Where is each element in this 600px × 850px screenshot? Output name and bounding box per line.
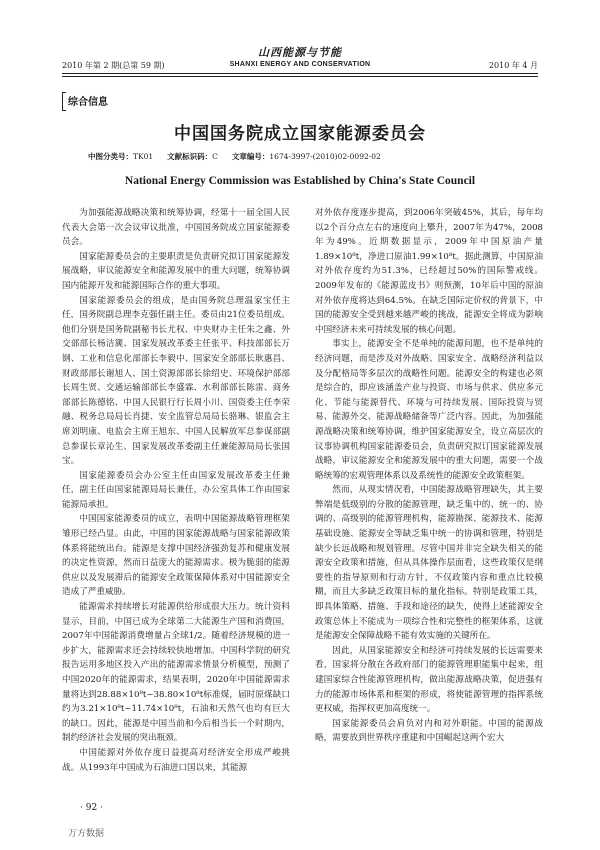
article-no-label: 文章编号： xyxy=(231,152,270,161)
paragraph: 中国能源对外依存度日益提高对经济安全形成严峻挑战。从1993年中国成为石油进口国以来，其能源 xyxy=(62,747,290,773)
article-title-cn: 中国国务院成立国家能源委员会 xyxy=(174,124,426,144)
class-value: TK01 xyxy=(133,152,154,161)
paragraph: 国家能源委员会办公室主任由国家发展改革委主任兼任，副主任由国家能源局局长兼任，办公室具体工作由国家能源局承担。 xyxy=(62,470,290,510)
header-rule xyxy=(62,73,538,74)
paragraph: 然而，从现实情况看，中国能源战略管理缺失，其主要弊端是低级别的分散的能源管理，缺乏集中的、统一的、协调的、高级别的能源管理机构，能源勘探、能源技术、能源基础设施、能源安全等缺乏集中统一的协调和管理，特别是缺少长远战略和规划管理。尽管中国并非完全缺失相关的能源安全政策和措施，但从具体操作层面看，这些政策仅是纲要性的指导原则和行动方针，不仅政策内容和重点比较模糊，而且大多缺乏政策目标的量化指标。特别是政策工具，即具体策略、措施、手段和途径的缺失，使得上述能源安全政策总体上不能成为一项综合性和完整性的框架体系，这就是能源安全保障战略不能有效实施的关键所在。 xyxy=(315,485,543,642)
paragraph: 对外依存度逐步提高，到2006年突破45%，其后，每年均以2个百分点左右的速度向上攀升，2007年为47%，2008年为49%。近期数据显示，2009年中国原油产量1.89×10⁸t，净进口原油1.99×10⁸t。据此测算，中国原油对外依存度约为51.3%，已经超过50%的国际警戒线。2009年发布的《能源蓝皮书》则预测，10年后中国的原油对外依存度将达到64.5%。在缺乏国际定价权的背景下，中国的能源安全受到越来越严峻的挑战，能源安全将成为影响中国经济未来可持续发展的核心问题。 xyxy=(315,208,543,335)
article-title-en: National Energy Commission was Established by China's State Council xyxy=(124,175,476,187)
paragraph: 为加强能源战略决策和统筹协调，经第十一届全国人民代表大会第一次会议审议批准，中国国务院成立国家能源委员会。 xyxy=(62,208,290,248)
paragraph: 国家能源委员会肩负对内和对外职能。中国的能源战略，需要放到世界秩序重建和中国崛起这两个宏大 xyxy=(315,718,543,744)
doc-code-value: C xyxy=(212,152,218,161)
left-column xyxy=(62,206,290,775)
issue-date: 2010 年 4 月 xyxy=(488,61,538,70)
article-metadata xyxy=(88,151,381,162)
paragraph: 因此，从国家能源安全和经济可持续发展的长远需要来看，国家将分散在各政府部门的能源管理职能集中起来，组建国家综合性能源管理机构，做出能源战略决策，促进强有力的能源市场体系和框架的形成，将使能源管理的指挥系统更权威，指挥权更加高度统一。 xyxy=(315,645,543,715)
journal-title-cn: 山西能源与节能 xyxy=(258,46,342,59)
section-tag: 综合信息 xyxy=(62,92,112,109)
paragraph: 国家能源委员会的组成，是由国务院总理温家宝任主任，国务院副总理李克强任副主任。委员由21位委员组成。他们分别是国务院副秘书长尤权、中央财办主任朱之鑫、外交部部长杨洁篪、国家发展改革委主任张平、科技部部长万钢、工业和信息化部部长李毅中、国家安全部部长耿惠昌、财政部部长谢旭人、国土资源部部长徐绍史、环境保护部部长周生贤、交通运输部部长李盛霖、水利部部长陈雷、商务部部长陈德铭、中国人民银行行长周小川、国资委主任李荣融、税务总局局长肖捷、安全监管总局局长骆琳、银监会主席刘明康、电监会主席王旭东、中国人民解放军总参谋部副总参谋长章沁生、国家发展改革委副主任兼能源局局长张国宝。 xyxy=(62,295,290,467)
issue-info: 2010 年第 2 期(总第 59 期) xyxy=(62,61,165,70)
page-number: · 92 · xyxy=(80,803,103,813)
journal-title-en: SHANXI ENERGY AND CONSERVATION xyxy=(229,61,371,68)
header-rule-thin xyxy=(62,76,538,77)
paragraph: 事实上，能源安全不是单纯的能源问题，也不是单纯的经济问题，而是涉及对外战略、国家安全、战略经济利益以及分配格局等多层次的战略性问题。能源安全的构建也必须是综合的，即应该涵盖产业与投资、市场与供求、供应多元化、节能与能源替代、环境与可持续发展、国际投资与贸易、能源外交、能源战略储备等广泛内容。因此，为加强能源战略决策和统筹协调，维护国家能源安全，设立高层次的议事协调机构国家能源委员会，负责研究拟订国家能源发展战略，审议能源安全和能源发展中的重大问题，需要一个战略统筹的宏观管理体系以及系统性的能源安全政策框架。 xyxy=(315,339,543,481)
paragraph: 国家能源委员会的主要职责是负责研究拟订国家能源发展战略，审议能源安全和能源发展中的重大问题，统筹协调国内能源开发和能源国际合作的重大事项。 xyxy=(62,251,290,291)
paragraph: 能源需求持续增长对能源供给形成很大压力。统计资料显示，目前，中国已成为全球第二大能源生产国和消费国，2007年中国能源消费增量占全球1/2。随着经济规模的进一步扩大，能源需求还会持续较快地增加。中国科学院的研究报告运用多地区投入产出的能源需求情景分析模型，预测了中国2020年的能源需求，结果表明，2020年中国能源需求量将达到28.88×10⁸t~38.80×10⁸t标准煤，届时原煤缺口约为3.21×10⁸t~11.74×10⁸t，石油和天然气也均有巨大的缺口。因此，能源是中国当前和今后相当长一个时期内，制约经济社会发展的突出瓶颈。 xyxy=(62,602,290,744)
class-label: 中图分类号： xyxy=(88,152,133,161)
paragraph: 中国国家能源委员的成立，表明中国能源战略管理框架雏形已经凸显。由此，中国的国家能源战略与国家能源政策体系将能统出台。能源是支撑中国经济强劲复苏和健康发展的决定性资源，然而日益庞大的能源需求、极为脆弱的能源供应以及发展滞后的能源安全政策保障体系对中国能源安全造成了严重威胁。 xyxy=(62,514,290,598)
footer-watermark: 万方数据 xyxy=(68,829,105,839)
right-column xyxy=(315,206,543,746)
doc-code-label: 文献标识码： xyxy=(167,152,213,161)
article-no-value: 1674-3997-(2010)02-0092-02 xyxy=(269,152,381,161)
